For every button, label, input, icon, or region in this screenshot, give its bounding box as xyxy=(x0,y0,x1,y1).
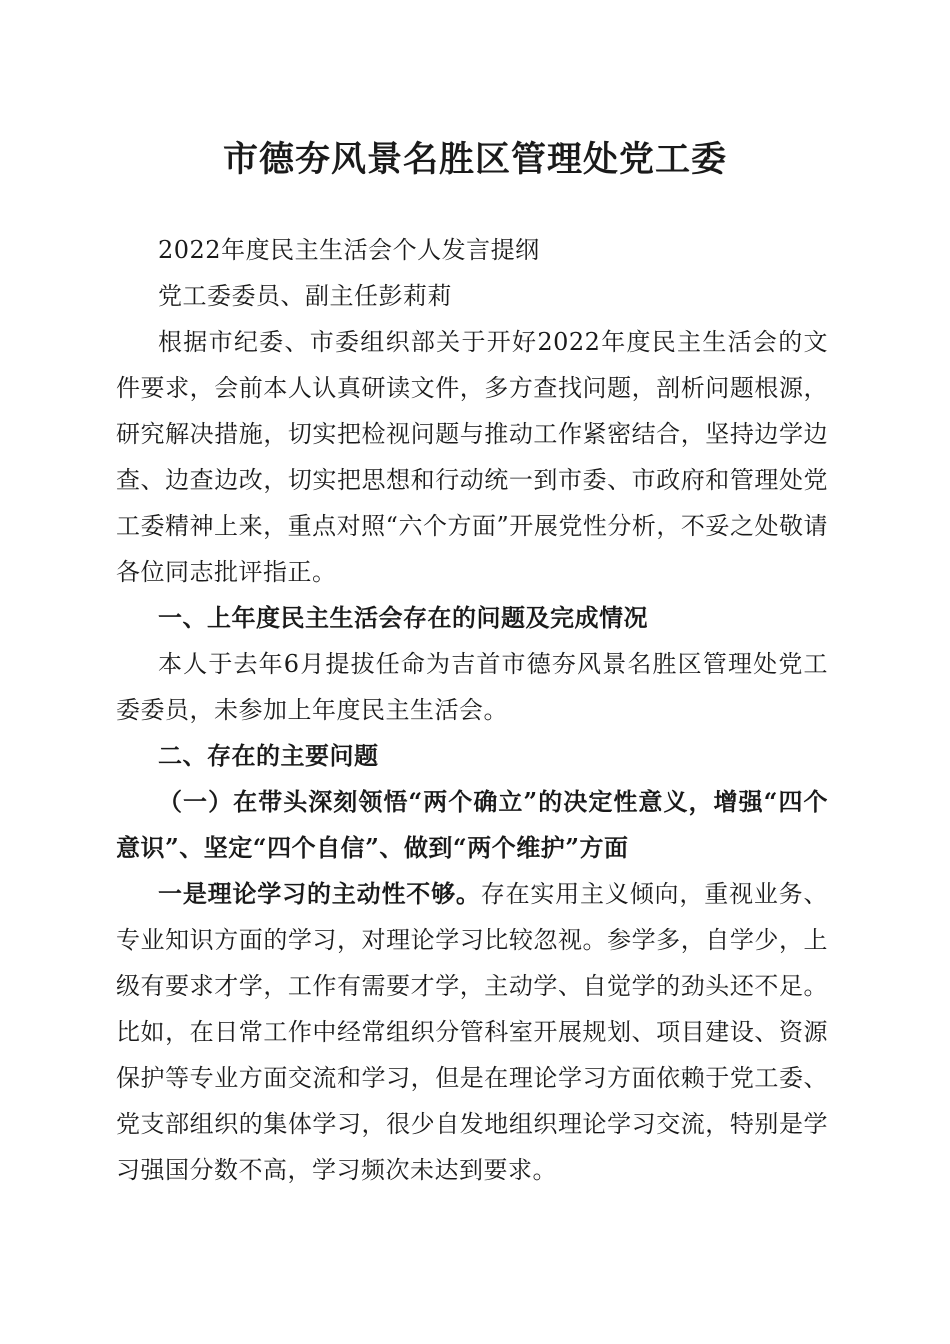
document-body xyxy=(116,227,828,1193)
section1-body: 本人于去年6月提拔任命为吉首市德夯风景名胜区管理处党工委委员，未参加上年度民主生活会。 xyxy=(116,650,828,724)
intro-paragraph: 根据市纪委、市委组织部关于开好2022年度民主生活会的文件要求，会前本人认真研读文件，多方查找问题，剖析问题根源，研究解决措施，切实把检视问题与推动工作紧密结合，坚持边学边查、边查边改，切实把思想和行动统一到市委、市政府和管理处党工委精神上来，重点对照“六个方面”开展党性分析，不妥之处敬请各位同志批评指正。 xyxy=(116,328,828,586)
point1-body: 存在实用主义倾向，重视业务、专业知识方面的学习，对理论学习比较忽视。参学多，自学少，上级有要求才学，工作有需要才学，主动学、自觉学的劲头还不足。比如，在日常工作中经常组织分管科室开展规划、项目建设、资源保护等专业方面交流和学习，但是在理论学习方面依赖于党工委、党支部组织的集体学习，很少自发地组织理论学习交流，特别是学习强国分数不高，学习频次未达到要求。 xyxy=(116,880,828,1184)
point1-lead: 一是理论学习的主动性不够。 xyxy=(158,879,481,908)
section2-heading: 二、存在的主要问题 xyxy=(158,742,379,770)
document-title: 市德夯风景名胜区管理处党工委 xyxy=(222,139,727,180)
document-subtitle: 2022年度民主生活会个人发言提纲 xyxy=(158,236,540,264)
author-line: 党工委委员、副主任彭莉莉 xyxy=(158,282,452,310)
point1-paragraph xyxy=(116,871,828,1193)
section1-heading: 一、上年度民主生活会存在的问题及完成情况 xyxy=(158,604,648,632)
section2-subheading: （一）在带头深刻领悟“两个确立”的决定性意义，增强“四个意识”、坚定“四个自信”、做到“两个维护”方面 xyxy=(116,787,828,862)
